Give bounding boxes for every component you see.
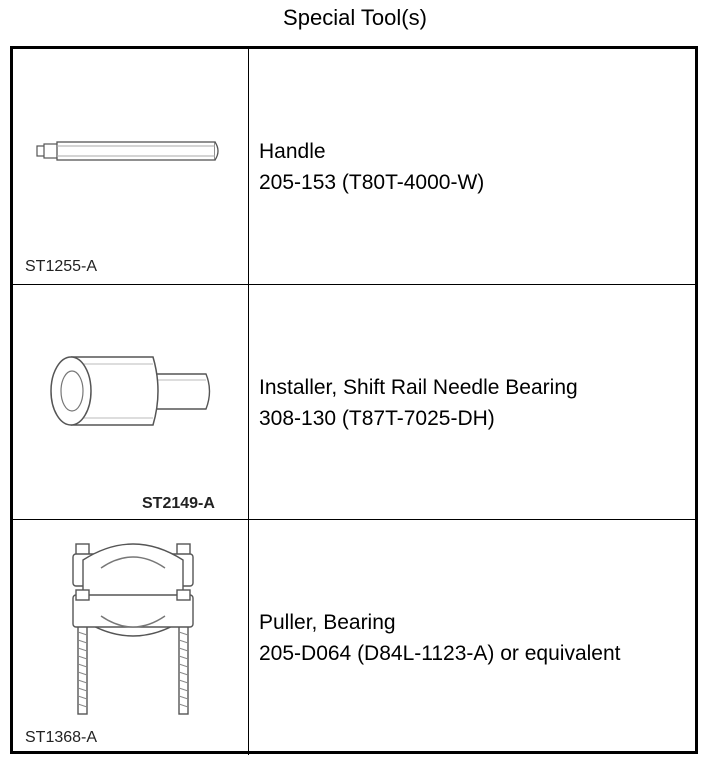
table-row	[13, 49, 695, 284]
special-tools-table	[10, 46, 698, 754]
tool-ref-code: ST2149-A	[142, 495, 215, 512]
installer-sleeve-icon	[13, 285, 249, 519]
handle-rod-icon	[13, 49, 249, 281]
tool-part-number: 205-D064 (D84L-1123-A) or equivalent	[259, 641, 621, 665]
tool-part-number: 205-153 (T80T-4000-W)	[259, 170, 485, 194]
tool-image-cell	[13, 285, 249, 520]
tool-part-number: 308-130 (T87T-7025-DH)	[259, 406, 495, 430]
tool-image-cell	[13, 49, 249, 284]
tool-name: Handle	[259, 139, 326, 163]
tool-description-cell	[249, 520, 695, 755]
tool-image-cell	[13, 520, 249, 755]
tool-name: Installer, Shift Rail Needle Bearing	[259, 375, 578, 399]
tool-description-cell	[249, 285, 695, 520]
page-title: Special Tool(s)	[283, 5, 427, 30]
bearing-puller-icon	[13, 520, 249, 752]
table-row	[13, 284, 695, 520]
tool-description-cell	[249, 49, 695, 284]
tool-ref-code: ST1368-A	[25, 729, 98, 746]
tool-name: Puller, Bearing	[259, 610, 396, 634]
tool-ref-code: ST1255-A	[25, 258, 98, 275]
table-row	[13, 519, 695, 755]
